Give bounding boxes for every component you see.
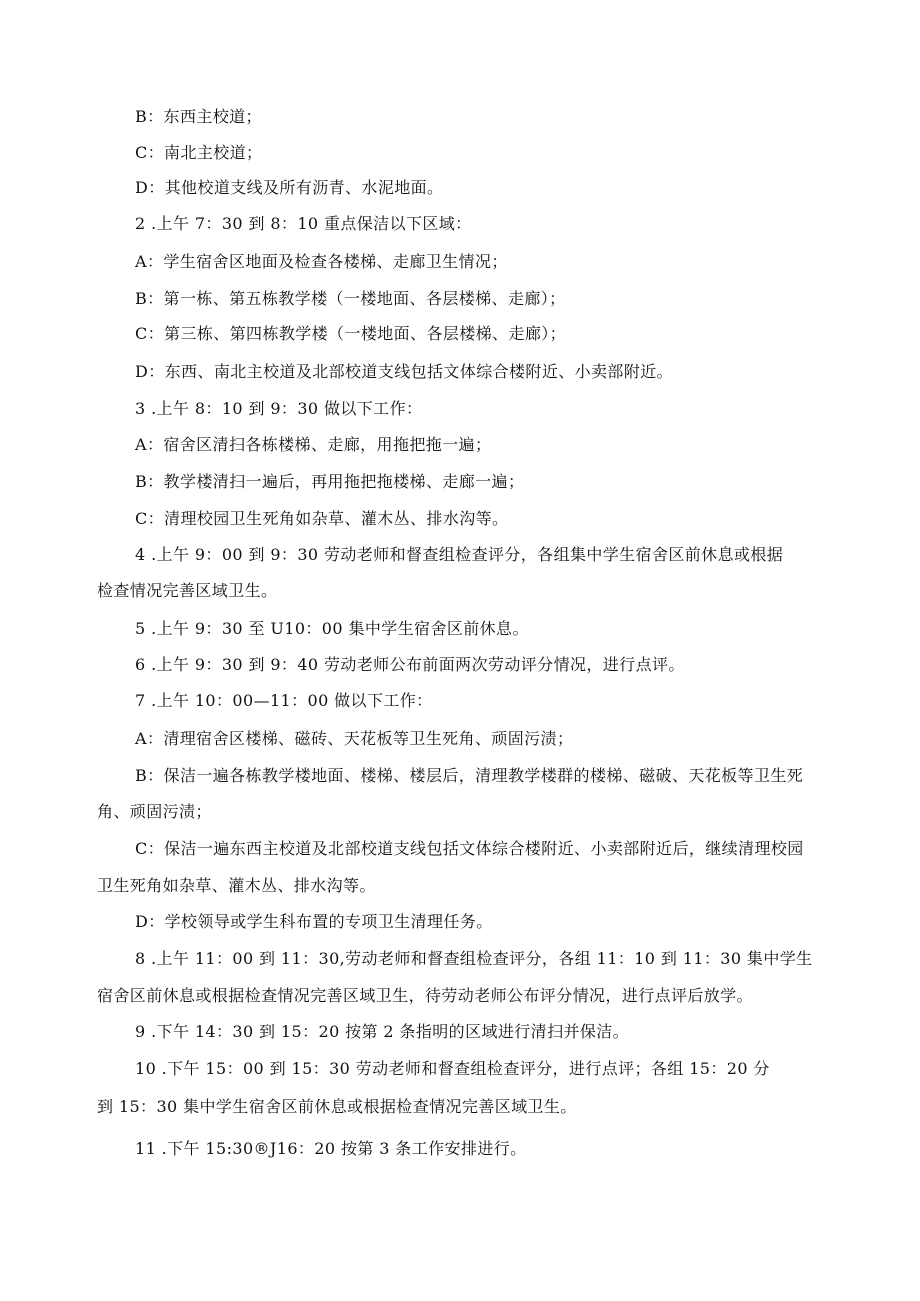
text-line: 5 .上午 9：30 至 U10：00 集中学生宿舍区前休息。 — [135, 619, 529, 638]
text-line: A：学生宿舍区地面及检查各楼梯、走廊卫生情况； — [135, 252, 508, 271]
text-line: 卫生死角如杂草、灌木丛、排水沟等。 — [97, 876, 376, 895]
text-line: 10 .下午 15：00 到 15：30 劳动老师和督查组检查评分，进行点评；各组 15：20 分 — [135, 1059, 770, 1078]
text-line: 检查情况完善区域卫生。 — [97, 581, 278, 600]
text-line: D：其他校道支线及所有沥青、水泥地面。 — [135, 178, 444, 197]
text-line: 宿舍区前休息或根据检查情况完善区域卫生，待劳动老师公布评分情况，进行点评后放学。 — [97, 986, 754, 1005]
text-line: 3 .上午 8：10 到 9：30 做以下工作： — [135, 399, 423, 418]
text-line: B：教学楼清扫一遍后，再用拖把拖楼梯、走廊一遍； — [135, 472, 525, 491]
text-line: D：东西、南北主校道及北部校道支线包括文体综合楼附近、小卖部附近。 — [135, 362, 674, 381]
text-line: 到 15：30 集中学生宿舍区前休息或根据检查情况完善区域卫生。 — [97, 1097, 577, 1116]
text-line: A：宿舍区清扫各栋楼梯、走廊，用拖把拖一遍； — [135, 435, 492, 454]
text-line: D：学校领导或学生科布置的专项卫生清理任务。 — [135, 912, 493, 931]
text-line: C：南北主校道； — [135, 143, 263, 162]
text-line: 角、顽固污渍； — [97, 802, 212, 821]
text-line: 8 .上午 11：00 到 11：30,劳动老师和督查组检查评分，各组 11：10 到 11：30 集中学生 — [135, 949, 813, 968]
text-line: C：第三栋、第四栋教学楼（一楼地面、各层楼梯、走廊）； — [135, 324, 567, 343]
text-line: C：保洁一遍东西主校道及北部校道支线包括文体综合楼附近、小卖部附近后，继续清理校园 — [135, 839, 804, 858]
text-line: C：清理校园卫生死角如杂草、灌木丛、排水沟等。 — [135, 509, 509, 528]
text-line: 11 .下午 15:30®J16：20 按第 3 条工作安排进行。 — [135, 1139, 527, 1158]
text-line: A：清理宿舍区楼梯、磁砖、天花板等卫生死角、顽固污渍； — [135, 729, 574, 748]
text-line: B：保洁一遍各栋教学楼地面、楼梯、楼层后，清理教学楼群的楼梯、磁破、天花板等卫生死 — [135, 766, 804, 785]
text-line: 2 .上午 7：30 到 8：10 重点保洁以下区域： — [135, 214, 472, 233]
text-line: 7 .上午 10：00—11：00 做以下工作： — [135, 691, 433, 710]
text-line: 9 .下午 14：30 到 15：20 按第 2 条指明的区域进行清扫并保洁。 — [135, 1022, 630, 1041]
text-line: B：东西主校道； — [135, 107, 262, 126]
text-line: 4 .上午 9：00 到 9：30 劳动老师和督查组检查评分，各组集中学生宿舍区前休息或根据 — [135, 545, 784, 564]
text-line: 6 .上午 9：30 到 9：40 劳动老师公布前面两次劳动评分情况，进行点评。 — [135, 655, 685, 674]
text-line: B：第一栋、第五栋教学楼（一楼地面、各层楼梯、走廊）； — [135, 289, 566, 308]
